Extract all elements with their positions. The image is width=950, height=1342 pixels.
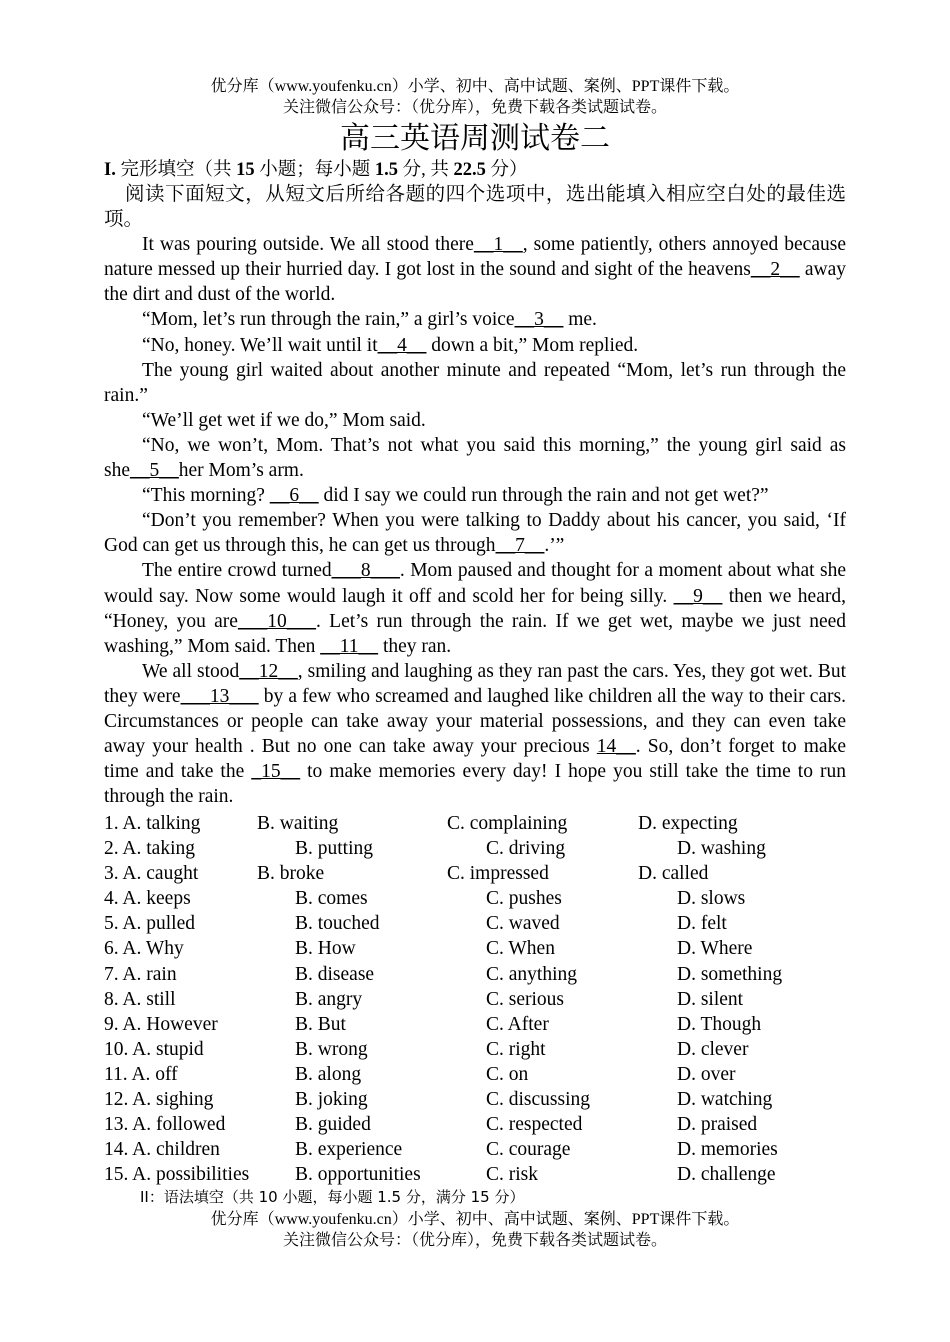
option-row [104,1112,864,1137]
section-1-roman: I. [104,160,116,180]
blank-9: __9__ [673,585,723,607]
option-d: D. praised [677,1114,758,1136]
para7-text-2: did I say we could run through the rain and not get wet?” [318,485,769,507]
option-c: C. on [486,1063,529,1085]
option-b: B. angry [295,988,363,1010]
option-d: D. silent [677,988,744,1010]
option-b: B. joking [295,1089,368,1111]
option-b: B. opportunities [295,1164,421,1186]
options-list [104,811,864,1187]
section-1-per-score: 1.5 [374,160,398,180]
option-c: C. After [486,1013,549,1035]
option-b: B. wrong [295,1038,368,1060]
section-1-text-b: 小题；每小题 [254,160,375,180]
option-b: B. waiting [257,813,339,834]
option-row [104,987,864,1012]
section-1-text-c: 分, 共 [397,160,454,180]
section-1-heading [104,158,846,183]
option-c: C. complaining [447,813,568,834]
option-a: 4. A. keeps [104,888,191,910]
option-c: C. right [486,1038,546,1060]
para3-text-1: “No, honey. We’ll wait until it [142,334,378,356]
para10-text-5: to make memories every day! I hope you still take the time to run through the rain. [104,761,846,808]
option-b: B. guided [295,1114,371,1136]
option-c: C. waved [486,913,560,935]
option-b: B. But [295,1013,346,1035]
option-d: D. over [677,1063,736,1085]
option-c: C. driving [486,838,566,860]
option-a: 11. A. off [104,1063,178,1085]
option-row [104,1037,864,1062]
option-row [104,1012,864,1037]
option-d: D. memories [677,1139,778,1161]
option-a: 3. A. caught [104,863,199,885]
blank-11: __11__ [320,635,379,657]
option-b: B. putting [295,838,374,860]
para10-text-1: We all stood [142,660,240,682]
para10-text-4: . So, don’t forget to make time and take the [104,736,846,783]
option-a: 15. A. possibilities [104,1164,250,1186]
blank-6: __6__ [269,485,319,507]
passage-paragraph-10 [104,659,846,810]
passage-paragraph-2 [104,307,846,332]
option-row [104,1162,864,1187]
blank-1: __1__ [473,234,523,256]
section-1-count: 15 [236,160,255,180]
blank-2: __2__ [750,259,800,281]
passage-paragraph-6 [104,433,846,483]
option-c: C. discussing [486,1089,591,1111]
header-line-1: 优分库（www.youfenku.cn）小学、初中、高中试题、案例、PPT课件下载。 [210,78,740,95]
passage-paragraph-1 [104,232,846,307]
blank-8: ___8___ [331,560,400,582]
option-c: C. serious [486,988,564,1010]
section-2-heading: II：语法填空（共 10 小题，每小题 1.5 分，满分 15 分） [140,1188,525,1206]
option-a: 9. A. However [104,1013,218,1035]
option-a: 12. A. sighing [104,1089,214,1111]
section-1-total-score: 22.5 [453,160,486,180]
option-d: D. washing [677,838,766,860]
option-a: 10. A. stupid [104,1038,204,1060]
para9-text-3: then we heard, “Honey, you are [104,585,846,632]
option-row [104,1137,864,1162]
blank-3: __3__ [514,309,564,331]
option-row [104,1062,864,1087]
passage-paragraph-8 [104,508,846,558]
option-row [104,886,864,911]
option-row [104,861,864,886]
passage-paragraph-4: The young girl waited about another minute and repeated “Mom, let’s run through the rain.” [104,359,846,406]
para2-text-1: “Mom, let’s run through the rain,” a girl’s voice [142,309,515,331]
para1-text-1: It was pouring outside. We all stood there [142,234,474,256]
para1-text-3: away the dirt and dust of the world. [104,259,846,306]
passage-paragraph-3 [104,333,846,358]
option-row [104,811,864,836]
option-c: C. anything [486,963,577,985]
para10-text-3: by a few who screamed and laughed like children all the way to their cars. Circumstances or people can take away your material possessions, and they can even take away your health . But no one can take away your precious [104,685,846,758]
option-b: B. touched [295,913,380,935]
para9-text-1: The entire crowd turned [142,560,332,582]
para2-text-2: me. [563,309,597,331]
page-title: 高三英语周测试卷二 [340,121,610,156]
option-c: C. impressed [447,863,549,885]
option-row [104,936,864,961]
para3-text-2: down a bit,” Mom replied. [426,334,639,356]
option-d: D. watching [677,1089,773,1111]
option-c: C. risk [486,1164,539,1186]
passage-paragraph-5: “We’ll get wet if we do,” Mom said. [142,409,426,431]
footer-line-2: 关注微信公众号：（优分库），免费下载各类试题试卷。 [282,1232,667,1249]
option-row [104,911,864,936]
option-c: C. courage [486,1139,571,1161]
para6-text-1: “No, we won’t, Mom. That’s not what you said this morning,” the young girl said as she [104,434,846,482]
blank-7: __7__ [495,535,545,557]
para9-text-4: . Let’s run through the rain. If we get wet, maybe we just need washing,” Mom said. Then [104,610,847,657]
option-c: C. respected [486,1114,583,1136]
blank-4: __4__ [377,334,427,356]
option-a: 13. A. followed [104,1114,226,1136]
header-line-2: 关注微信公众号：（优分库），免费下载各类试题试卷。 [282,99,667,116]
para9-text-2: . Mom paused and thought for a moment about what she would say. Now some would laugh it off and scold her for being silly. [104,560,846,607]
blank-10: ___10___ [237,610,316,632]
para10-text-2: , smiling and laughing as they ran past the cars. Yes, they got wet. But they were [104,660,846,707]
option-d: D. slows [677,888,746,910]
para8-text-2: .’” [544,535,565,557]
blank-13: ___13___ [180,685,259,707]
option-d: D. Where [677,938,753,960]
option-a: 14. A. children [104,1139,220,1161]
option-d: D. clever [677,1038,749,1060]
blank-14: 14__ [596,736,636,758]
para6-text-2: her Mom’s arm. [178,460,304,482]
option-a: 1. A. talking [104,813,201,834]
option-c: C. When [486,938,555,960]
passage [104,182,846,809]
option-d: D. called [638,863,709,885]
option-b: B. along [295,1063,362,1085]
option-a: 2. A. taking [104,838,195,860]
option-a: 7. A. rain [104,963,177,985]
para1-text-2: , some patiently, others annoyed because nature messed up their hurried day. I got lost in the sound and sight of the heavens [104,234,846,281]
option-b: B. How [295,938,356,960]
option-a: 5. A. pulled [104,913,195,935]
option-d: D. felt [677,913,727,935]
blank-15: _15__ [251,761,301,783]
option-b: B. broke [257,863,325,885]
option-d: D. Though [677,1013,762,1035]
option-c: C. pushes [486,888,562,910]
passage-paragraph-9 [104,558,846,658]
option-b: B. disease [295,963,375,985]
option-row [104,836,864,861]
option-b: B. comes [295,888,368,910]
blank-5: __5__ [130,460,179,482]
option-d: D. expecting [638,813,738,834]
para9-text-5: they ran. [378,635,452,657]
option-a: 8. A. still [104,988,176,1010]
section-1-instruction: 阅读下面短文，从短文后所给各题的四个选项中，选出能填入相应空白处的最佳选项。 [104,184,846,231]
option-row [104,1087,864,1112]
option-b: B. experience [295,1139,403,1161]
option-d: D. something [677,963,783,985]
section-1-text-a: 完形填空（共 [115,160,237,180]
passage-paragraph-7 [104,483,846,508]
para7-text-1: “This morning? [142,485,270,507]
blank-12: __12__ [239,660,298,682]
option-a: 6. A. Why [104,938,184,960]
para8-text-1: “Don’t you remember? When you were talking to Daddy about his cancer, you said, ‘If God can get us through this, he can get us through [104,510,846,557]
option-d: D. challenge [677,1164,776,1186]
footer-line-1: 优分库（www.youfenku.cn）小学、初中、高中试题、案例、PPT课件下载。 [210,1211,740,1228]
section-1-text-d: 分） [485,160,528,180]
option-row [104,962,864,987]
